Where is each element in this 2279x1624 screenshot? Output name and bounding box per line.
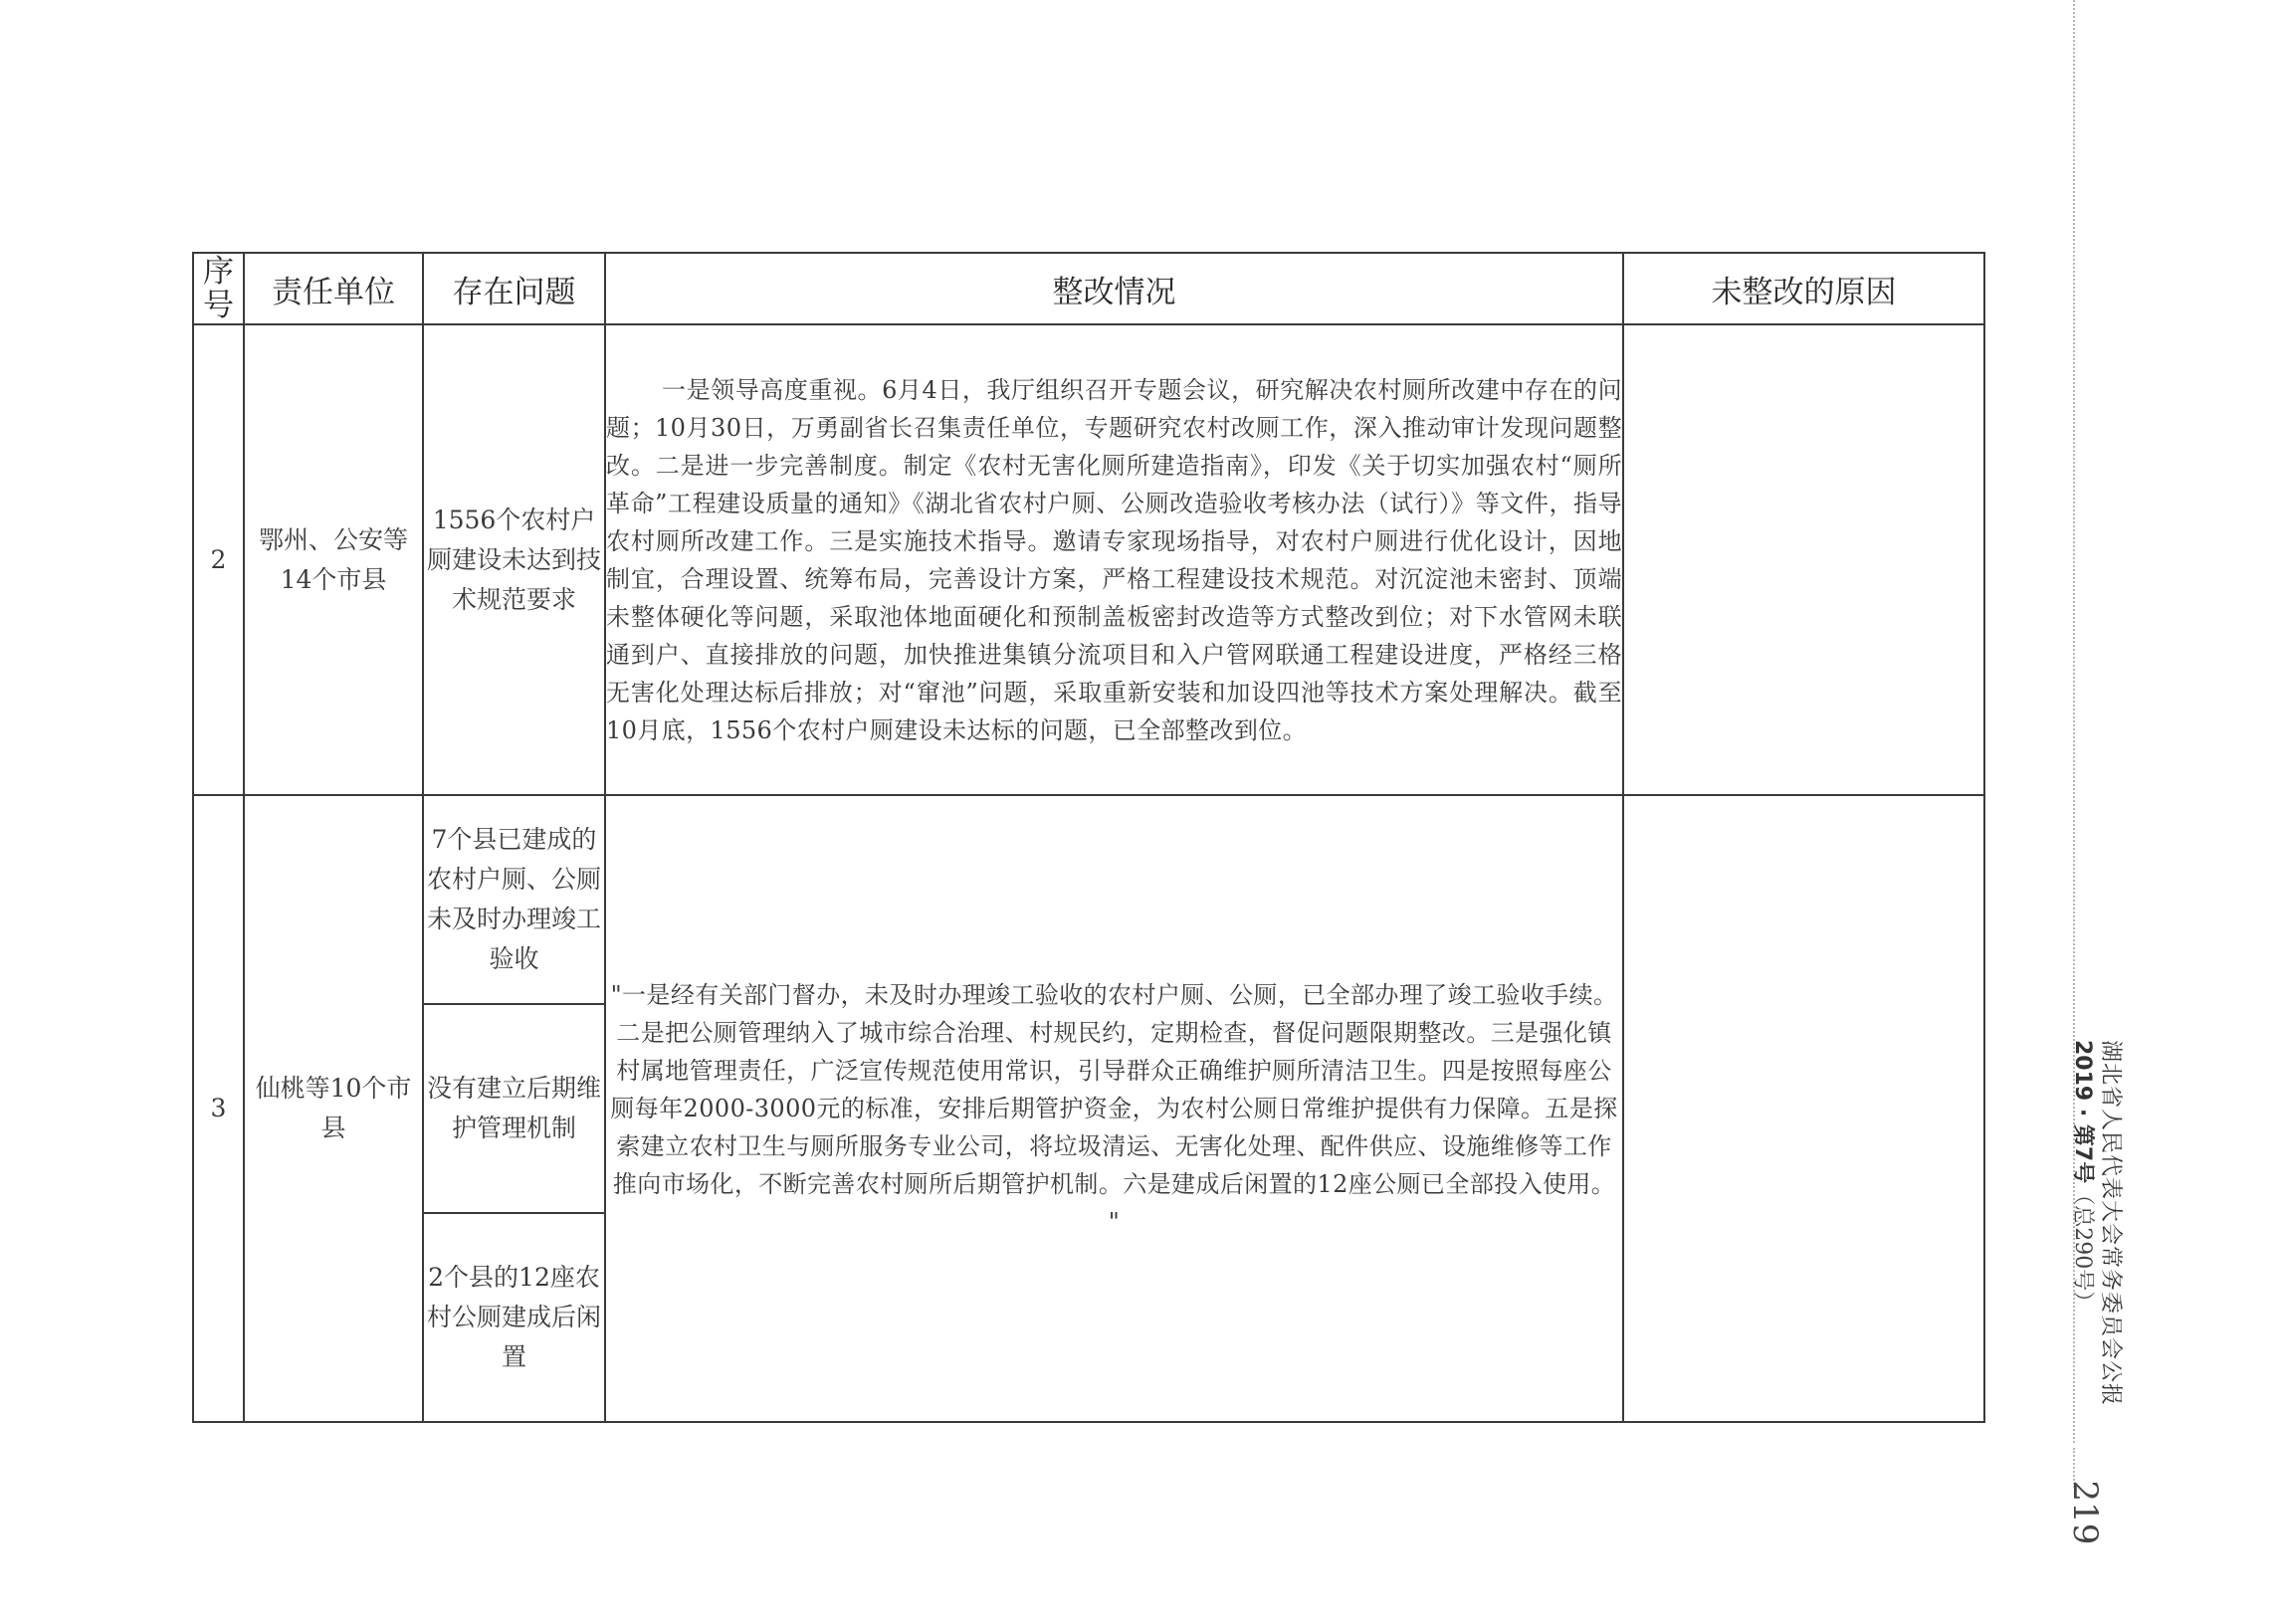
row2-rectification — [605, 324, 1623, 795]
running-head-issue-number: 2019 · 第7号 — [2070, 1040, 2095, 1184]
header-problem: 存在问题 — [423, 253, 605, 324]
running-head-total: （总290号） — [2070, 1183, 2095, 1314]
row2-seq: 2 — [193, 324, 244, 795]
table-row — [193, 795, 1984, 1004]
row2-unit: 鄂州、公安等14个市县 — [244, 324, 423, 795]
header-row — [193, 253, 1984, 324]
row3-reason — [1623, 795, 1984, 1422]
header-seq: 序号 — [193, 253, 244, 324]
table-row — [193, 324, 1984, 795]
row3-problem-b: 没有建立后期维护管理机制 — [423, 1004, 605, 1213]
rectification-table — [192, 252, 1985, 1423]
row3-problem-a: 7个县已建成的农村户厕、公厕未及时办理竣工验收 — [423, 795, 605, 1004]
row3-seq: 3 — [193, 795, 244, 1422]
running-head-title: 湖北省人民代表大会常务委员会公报 — [2098, 1040, 2123, 1407]
row2-problem: 1556个农村户厕建设未达到技术规范要求 — [423, 324, 605, 795]
row3-problem-c: 2个县的12座农村公厕建成后闲置 — [423, 1213, 605, 1422]
header-unit: 责任单位 — [244, 253, 423, 324]
header-rectification: 整改情况 — [605, 253, 1623, 324]
row3-unit: 仙桃等10个市县 — [244, 795, 423, 1422]
row2-rectification-text: 一是领导高度重视。6月4日，我厅组织召开专题会议，研究解决农村厕所改建中存在的问题；10月30日，万勇副省长召集责任单位，专题研究农村改厕工作，深入推动审计发现问题整改。二是进一步完善制度。制定《农村无害化厕所建造指南》，印发《关于切实加强农村“厕所革命”工程建设质量的通知》《湖北省农村户厕、公厕改造验收考核办法（试行）》等文件，指导农村厕所改建工作。三是实施技术指导。邀请专家现场指导，对农村户厕进行优化设计，因地制宜，合理设置、统筹布局，完善设计方案，严格工程建设技术规范。对沉淀池未密封、顶端未整体硬化等问题，采取池体地面硬化和预制盖板密封改造等方式整改到位；对下水管网未联通到户、直接排放的问题，加快推进集镇分流项目和入户管网联通工程建设进度，严格经三格无害化处理达标后排放；对“窜池”问题，采取重新安装和加设四池等技术方案处理解决。截至10月底，1556个农村户厕建设未达标的问题，已全部整改到位。 — [606, 375, 1622, 744]
running-head-issue — [2069, 1040, 2100, 1313]
row3-rectification-end: " — [1108, 1208, 1121, 1236]
row3-rectification — [605, 795, 1623, 1422]
row3-rectification-text: "一是经有关部门督办，未及时办理竣工验收的农村户厕、公厕，已全部办理了竣工验收手续。二是把公厕管理纳入了城市综合治理、村规民约，定期检查，督促问题限期整改。三是强化镇村属地管理责任，广泛宣传规范使用常识，引导群众正确维护厕所清洁卫生。四是按照每座公厕每年2000-3000元的标准，安排后期管护资金，为农村公厕日常维护提供有力保障。五是探索建立农村卫生与厕所服务专业公司，将垃圾清运、无害化处理、配件供应、设施维修等工作推向市场化，不断完善农村厕所后期管护机制。六是建成后闲置的12座公厕已全部投入使用。 — [610, 981, 1618, 1198]
page-number: 219 — [2065, 1480, 2105, 1545]
row2-reason — [1623, 324, 1984, 795]
header-reason: 未整改的原因 — [1623, 253, 1984, 324]
